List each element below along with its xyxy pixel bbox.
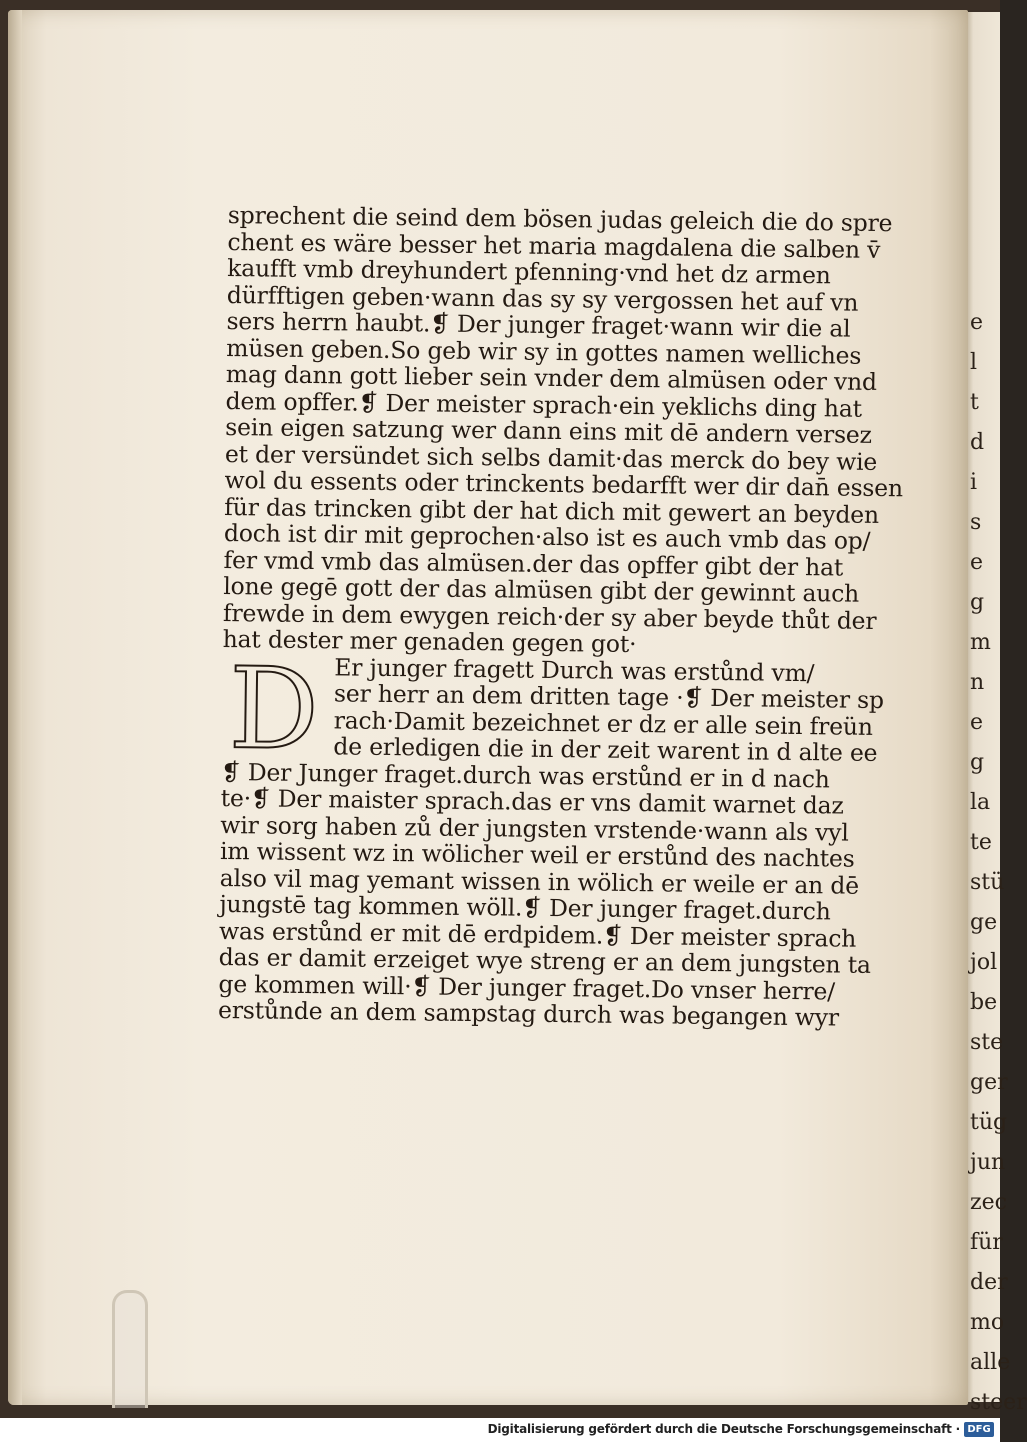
facing-page-fragment: e: [970, 710, 984, 735]
text-line: doch ist dir mit geprochen·also ist es auch vmb das op/: [223, 518, 871, 555]
facing-page-fragment: stü: [970, 870, 1005, 895]
bookmark-ribbon: [112, 1290, 148, 1408]
facing-page-fragment: ger: [970, 1070, 1008, 1095]
facing-page-fragment: tüg: [970, 1110, 1008, 1135]
facing-page-fragment: ste: [970, 1030, 1004, 1055]
text-line: chent es wäre besser het maria magdalena die salben v̄: [227, 227, 881, 264]
text-line: sprechent die seind dem bösen judas geleich die do spre: [227, 201, 893, 238]
facing-page-fragment: g: [970, 750, 985, 775]
facing-page-fragment: der: [970, 1270, 1008, 1295]
text-line: was erstůnd er mit dē erdpidem.❡ Der meister sprach: [218, 916, 857, 953]
text-line: rach·Damit bezeichnet er dz er alle sein freün: [333, 705, 873, 741]
facing-page-fragment: mo: [970, 1310, 1005, 1335]
text-line: im wissent wz in wölicher weil er erstůnd des nachtes: [219, 836, 855, 873]
page-gutter: [8, 10, 22, 1405]
text-line: wol du essents oder trinckents bedarfft wer dir dan̄ essen: [224, 465, 904, 503]
text-line: Er junger fragett Durch was erstůnd vm/: [334, 652, 815, 687]
facing-page-fragment: ge: [970, 910, 998, 935]
footer-credit: Digitalisierung gefördert durch die Deutsche Forschungsgemeinschaft ·: [487, 1422, 960, 1436]
facing-page-fragment: für: [970, 1230, 1003, 1255]
facing-page-fragment: jun: [970, 1150, 1006, 1175]
text-line: für das trincken gibt der hat dich mit gewert an beyden: [224, 492, 880, 529]
initial-section: [221, 643, 884, 775]
text-line: ❡ Der Junger fraget.durch was erstůnd er in d nach: [220, 757, 830, 793]
facing-page-fragment: e: [970, 550, 984, 575]
text-line: wir sorg haben zů der jungsten vrstende·wann als vyl: [220, 810, 849, 847]
text-line: de erledigen die in der zeit warent in d alte ee: [333, 732, 878, 767]
text-line: müsen geben.So geb wir sy in gottes namen welliches: [226, 333, 862, 370]
facing-page-fragment: g: [970, 590, 985, 615]
facing-page-fragment: i: [970, 470, 978, 495]
text-line: also vil mag yemant wissen in wölich er weile er an dē: [219, 863, 860, 900]
text-line: kaufft vmb dreyhundert pfenning·vnd het dz armen: [227, 253, 831, 290]
text-line: erstůnde an dem sampstag durch was begangen wyr: [217, 995, 840, 1032]
facing-page-fragment: alle: [970, 1350, 1011, 1375]
text-line: ge kommen will·❡ Der junger fraget.Do vnser herre/: [218, 969, 836, 1005]
text-paragraph-top: [222, 201, 904, 660]
text-line: mag dann gott lieber sein vnder dem almüsen oder vnd: [225, 359, 878, 396]
text-line: sein eigen satzung wer dann eins mit dē andern versez: [225, 412, 872, 449]
facing-page-fragment: la: [970, 790, 991, 815]
facing-page-fragment: e: [970, 310, 984, 335]
text-line: das er damit erzeiget wye streng er an dem jungsten ta: [218, 942, 871, 979]
facing-page-fragment: te: [970, 830, 992, 855]
text-line: dürfftigen geben·wann das sy sy vergossen het auf vn: [226, 280, 859, 317]
decorated-initial: D: [228, 643, 320, 775]
text-paragraph-bottom: [217, 757, 871, 1032]
facing-page-fragment: zec: [970, 1190, 1007, 1215]
facing-page-fragment: steer: [970, 1390, 1027, 1415]
text-line: te·❡ Der maister sprach.das er vns damit warnet daz: [220, 783, 844, 820]
text-line: et der versündet sich selbs damit·das merck do bey wie: [224, 439, 878, 476]
text-line: hat dester mer genaden gegen got·: [222, 624, 637, 659]
text-line: lone gegē gott der das almüsen gibt der gewinnt auch: [223, 571, 860, 608]
facing-page-fragment: l: [970, 350, 978, 375]
facing-page-fragment: t: [970, 390, 979, 415]
text-line: jungstē tag kommen wöll.❡ Der junger fraget.durch: [219, 889, 831, 926]
facing-page-fragment: m: [970, 630, 991, 655]
facing-page-fragment: be: [970, 990, 998, 1015]
text-line: sers herrn haubt.❡ Der junger fraget·wann wir die al: [226, 306, 851, 343]
facing-page-fragment: s: [970, 510, 982, 535]
digitization-footer: [0, 1418, 1000, 1442]
text-line: ser herr an dem dritten tage ·❡ Der meister sp: [333, 679, 884, 715]
facing-page-fragment: d: [970, 430, 985, 455]
text-line: dem opffer.❡ Der meister sprach·ein yeklichs ding hat: [225, 386, 863, 423]
dfg-logo-icon: DFG: [964, 1422, 994, 1437]
text-line: frewde in dem ewygen reich·der sy aber beyde thůt der: [222, 598, 877, 635]
facing-page-fragment: n: [970, 670, 985, 695]
printed-text-block: [217, 201, 904, 1032]
text-line: fer vmd vmb das almüsen.der das opffer gibt der hat: [223, 545, 844, 582]
facing-page-fragment: jol: [970, 950, 998, 975]
